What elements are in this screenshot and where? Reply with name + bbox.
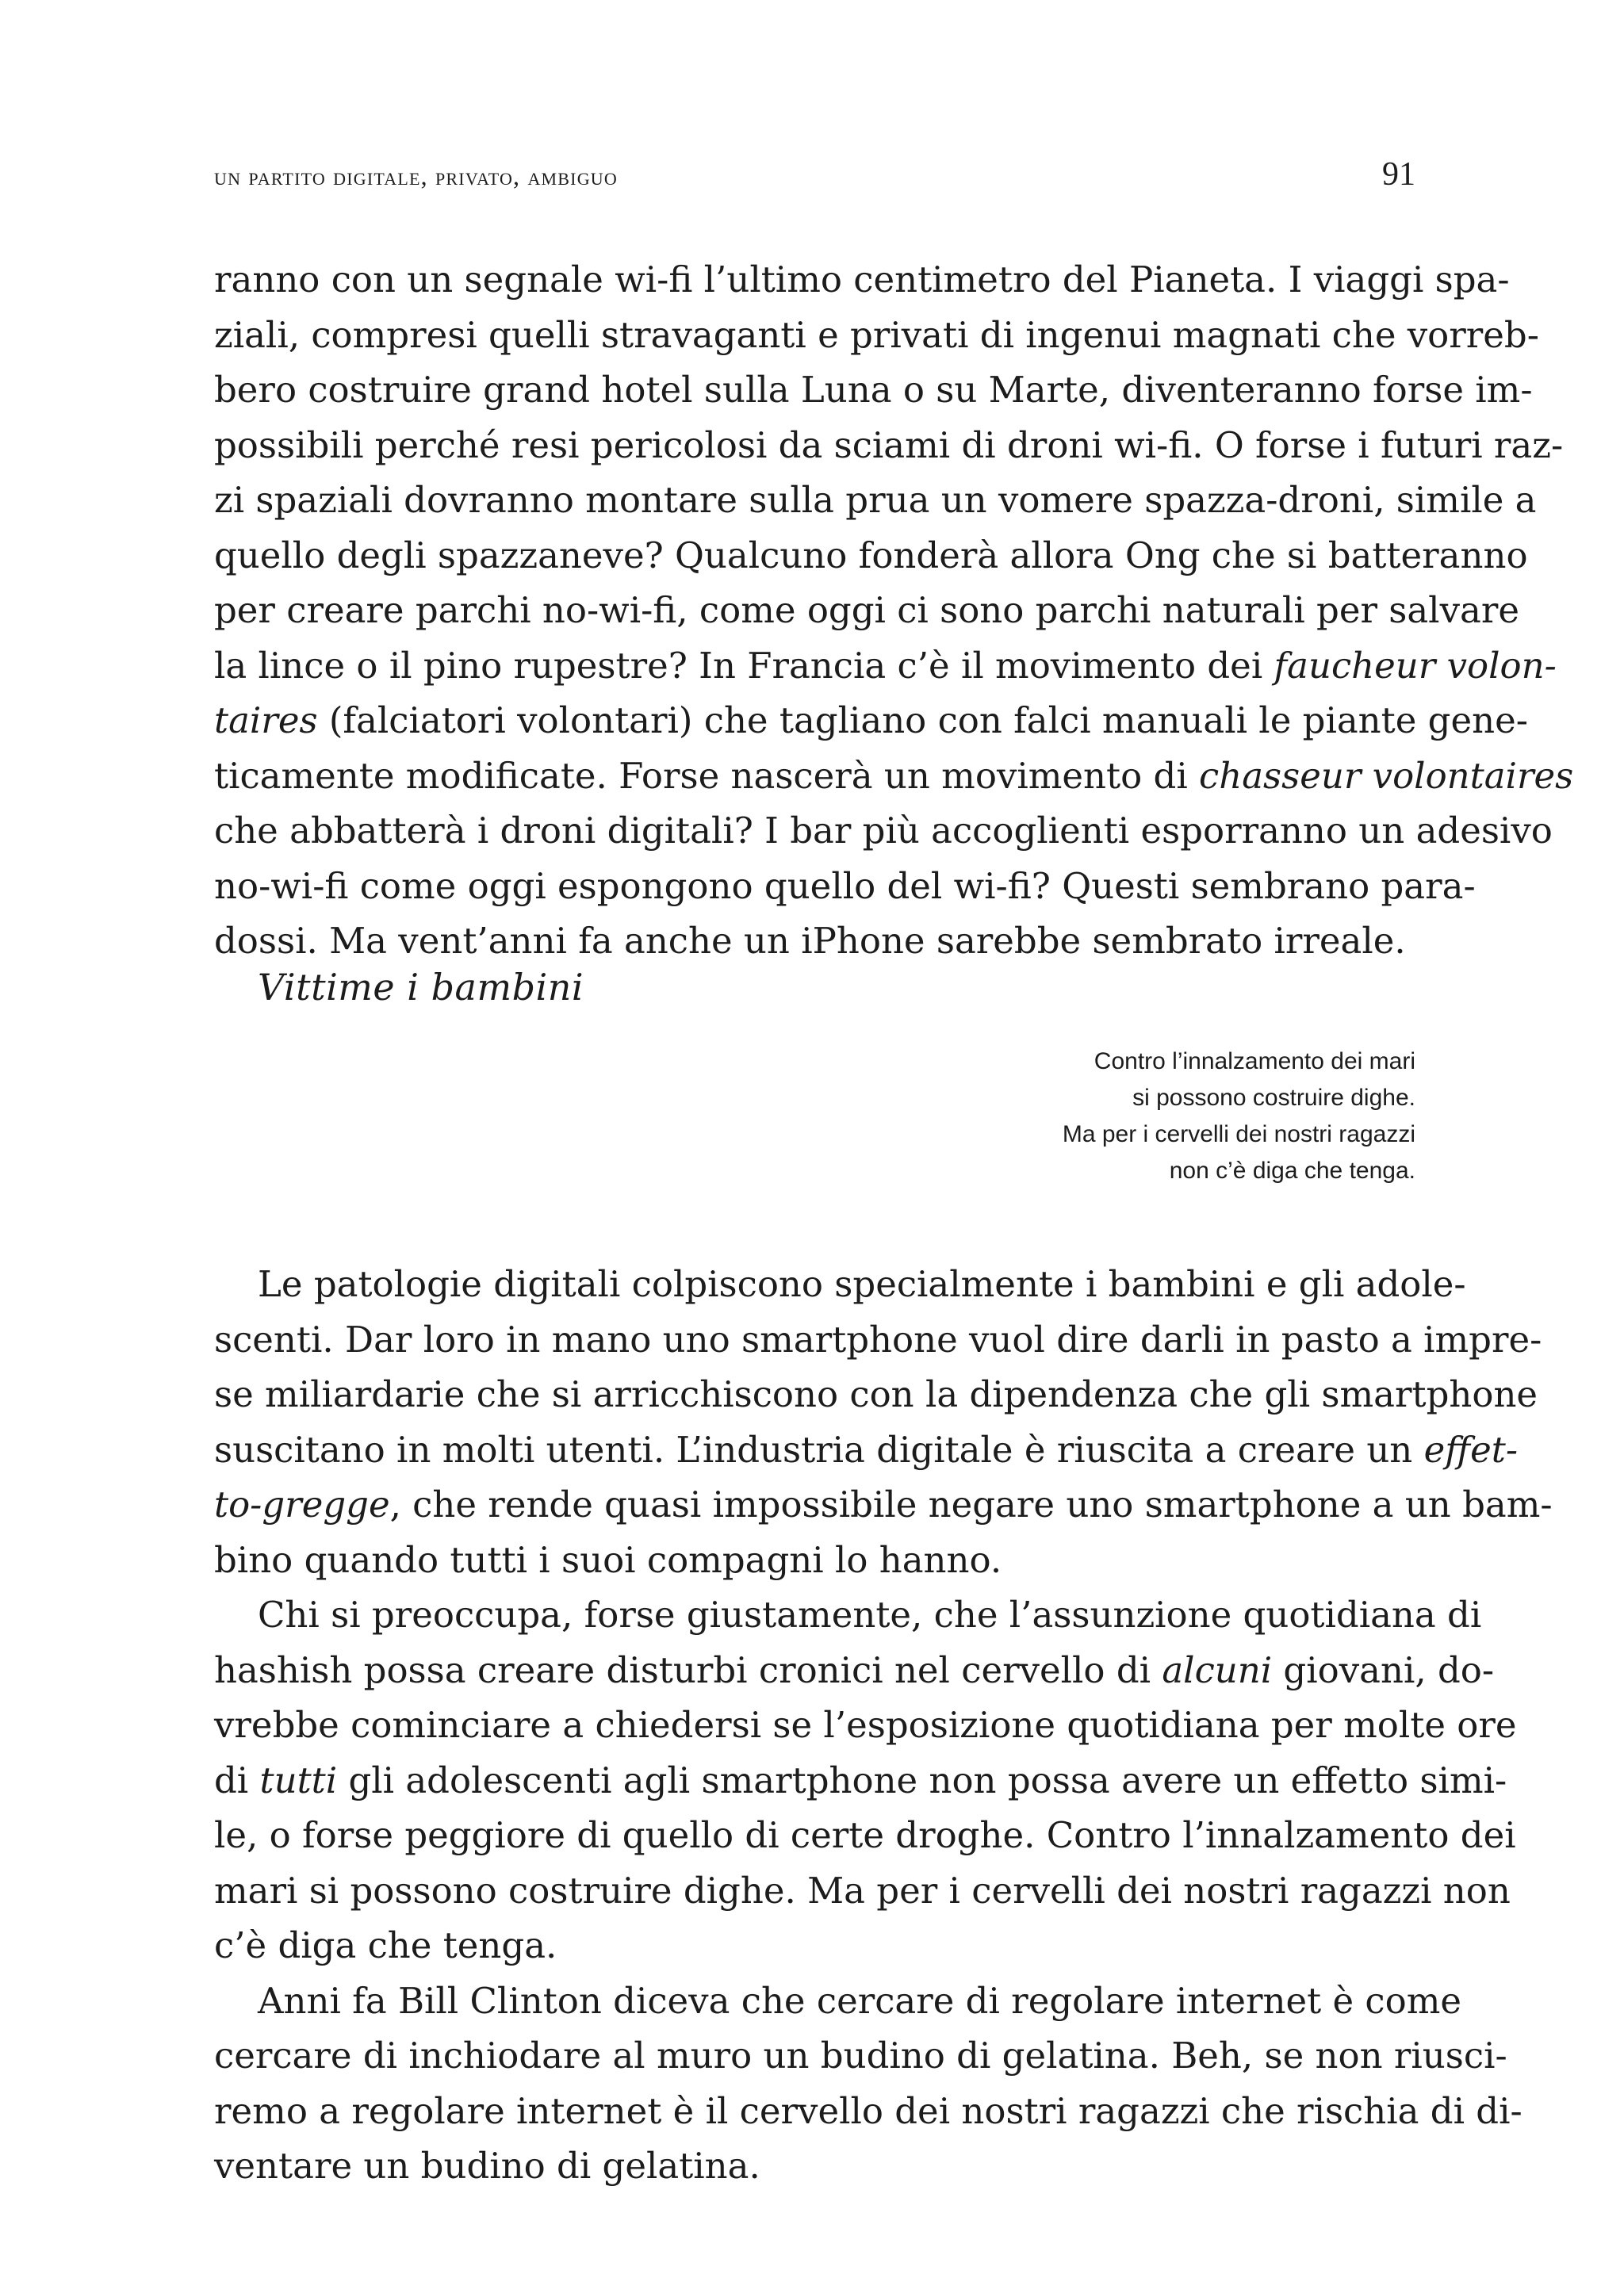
text-line: vrebbe cominciare a chiedersi se l’esposizione quotidiana per molte ore bbox=[214, 1704, 1517, 1746]
text-line: ventare un budino di gelatina. bbox=[214, 2145, 760, 2187]
text-line: zi spaziali dovranno montare sulla prua un vomere spazza-droni, simile a bbox=[214, 479, 1537, 521]
text-run: ticamente modificate. Forse nascerà un movimento di bbox=[214, 754, 1200, 797]
text-line: ziali, compresi quelli stravaganti e privati di ingenui magnati che vorreb- bbox=[214, 313, 1539, 356]
text-run: suscitano in molti utenti. L’industria digitale è riuscita a creare un bbox=[214, 1428, 1424, 1471]
text-line bbox=[214, 693, 1528, 748]
epigraph bbox=[860, 1043, 1415, 1189]
text-run: (falciatori volontari) che tagliano con falci manuali le piante gene- bbox=[317, 699, 1528, 741]
text-line: scenti. Dar loro in mano uno smartphone vuol dire darli in pasto a impre- bbox=[214, 1318, 1542, 1361]
text-line: bino quando tutti i suoi compagni lo hanno. bbox=[214, 1538, 1002, 1581]
text-line: remo a regolare internet è il cervello dei nostri ragazzi che rischia di di- bbox=[214, 2089, 1522, 2132]
text-run: gli adolescenti agli smartphone non possa avere un effetto simi- bbox=[337, 1759, 1507, 1801]
text-line: possibili perché resi pericolosi da sciami di droni wi-fi. O forse i futuri raz- bbox=[214, 423, 1564, 466]
text-line: le, o forse peggiore di quello di certe droghe. Contro l’innalzamento dei bbox=[214, 1814, 1516, 1856]
text-line: che abbatterà i droni digitali? I bar più accoglienti esporranno un adesivo bbox=[214, 810, 1553, 852]
running-head-title: un partito digitale, privato, ambiguo bbox=[214, 162, 618, 190]
italic-term: taires bbox=[214, 699, 318, 741]
text-run: la lince o il pino rupestre? In Francia c’è il movimento dei bbox=[214, 644, 1274, 687]
running-header bbox=[214, 155, 1415, 203]
text-line bbox=[214, 1477, 1553, 1533]
italic-term: tutti bbox=[259, 1759, 338, 1801]
epigraph-line: Ma per i cervelli dei nostri ragazzi bbox=[1062, 1121, 1415, 1147]
text-line: no-wi-fi come oggi espongono quello del wi-fi? Questi sembrano para- bbox=[214, 864, 1476, 907]
text-line: cercare di inchiodare al muro un budino di gelatina. Beh, se non riusci- bbox=[214, 2035, 1507, 2077]
page-number: 91 bbox=[1382, 156, 1415, 193]
text-line: per creare parchi no-wi-fi, come oggi ci sono parchi naturali per salvare bbox=[214, 589, 1519, 631]
italic-term: to-gregge bbox=[214, 1483, 390, 1526]
text-line: c’è diga che tenga. bbox=[214, 1924, 557, 1966]
paragraph-continued bbox=[214, 252, 1574, 969]
text-run: hashish possa creare disturbi cronici nel cervello di bbox=[214, 1648, 1162, 1691]
section-body bbox=[214, 1257, 1553, 2194]
epigraph-line: non c’è diga che tenga. bbox=[1169, 1158, 1415, 1184]
text-line bbox=[214, 1422, 1519, 1478]
text-line: dossi. Ma vent’anni fa anche un iPhone sarebbe sembrato irreale. bbox=[214, 920, 1406, 962]
text-line: ranno con un segnale wi-fi l’ultimo centimetro del Pianeta. I viaggi spa- bbox=[214, 258, 1510, 301]
italic-term: chasseur volontaires bbox=[1199, 754, 1574, 797]
text-run: di bbox=[214, 1759, 260, 1801]
text-run: giovani, do- bbox=[1272, 1648, 1495, 1691]
epigraph-line: Contro l’innalzamento dei mari bbox=[1094, 1048, 1415, 1074]
text-run: , che rende quasi impossibile negare uno smartphone a un bam- bbox=[389, 1483, 1553, 1526]
text-line: quello degli spazzaneve? Qualcuno fonderà allora Ong che si batteranno bbox=[214, 534, 1528, 576]
text-line bbox=[214, 748, 1574, 804]
italic-term: alcuni bbox=[1162, 1648, 1273, 1691]
text-line bbox=[214, 1753, 1507, 1809]
text-line: bero costruire grand hotel sulla Luna o su Marte, diventeranno forse im- bbox=[214, 369, 1533, 411]
italic-term: effet- bbox=[1423, 1428, 1519, 1471]
italic-term: faucheur volon- bbox=[1274, 644, 1557, 687]
text-line: mari si possono costruire dighe. Ma per i cervelli dei nostri ragazzi non bbox=[214, 1869, 1511, 1912]
text-line bbox=[214, 1643, 1495, 1698]
text-line: se miliardarie che si arricchiscono con la dipendenza che gli smartphone bbox=[214, 1373, 1538, 1415]
text-line bbox=[214, 638, 1557, 694]
epigraph-line: si possono costruire dighe. bbox=[1132, 1085, 1415, 1111]
section-heading: Vittime i bambini bbox=[258, 966, 584, 1009]
text-line: Le patologie digitali colpiscono specialmente i bambini e gli adole- bbox=[258, 1263, 1466, 1305]
text-line: Chi si preoccupa, forse giustamente, che l’assunzione quotidiana di bbox=[258, 1594, 1482, 1636]
text-line: Anni fa Bill Clinton diceva che cercare di regolare internet è come bbox=[258, 1979, 1462, 2022]
